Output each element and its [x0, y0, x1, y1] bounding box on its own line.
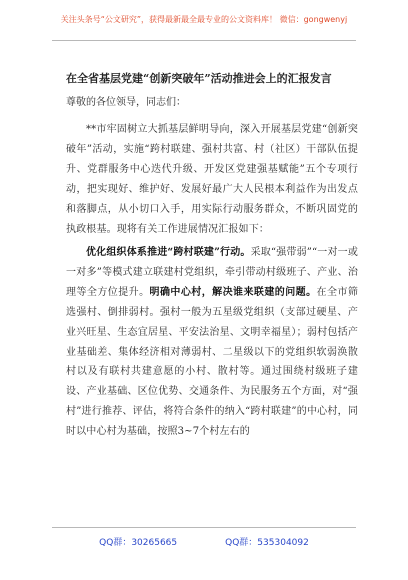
section-text: 采取“强带弱”“一对一或一对多”等模式建立联建村党组织，牵引带动村级班子、产业、治理等全方位提升。 — [66, 247, 358, 298]
header-divider — [52, 40, 356, 41]
subsection-heading: 明确中心村，解决谁来联建的问题。 — [149, 286, 317, 298]
qq-group-1: QQ群：30265665 — [99, 538, 178, 548]
header-banner: 关注头条号“公文研究”，获得最新最全最专业的公文资料库！ 微信：gongwenyj — [60, 15, 348, 24]
document-body — [66, 120, 358, 446]
paragraph-section-1 — [66, 243, 358, 442]
footer-divider — [52, 527, 356, 528]
salutation: 尊敬的各位领导，同志们： — [66, 97, 186, 108]
subsection-text: 在全市筛选强村、倒排弱村。强村一般为五星级党组织（支部过硬星、产业兴旺星、生态宜居星、平安法治星、文明幸福星）；弱村包括产业基础差、集体经济相对薄弱村、二星级以下的党组织软弱涣散村以及有联村共建意愿的小村、散村等。通过围绕村级班子建设、产业基础、区位优势、交通条件、为民服务五个方面，对“强村”进行推荐、评估，将符合条件的纳入“跨村联建”的中心村，同时以中心村为基础，按照3~7个村左右的 — [66, 286, 358, 438]
section-heading: 优化组织体系推进“跨村联建”行动。 — [86, 247, 251, 259]
footer-banner — [0, 535, 408, 548]
qq-group-2: QQ群：535304092 — [225, 538, 309, 548]
paragraph-intro: **市牢固树立大抓基层鲜明导向，深入开展基层党建“创新突破年”活动，实施“跨村联建、强村共富、村（社区）干部队伍提升、党群服务中心迭代升级、开发区党建强基赋能”五个专项行动，把实现好、维护好、发展好最广大人民根本利益作为出发点和落脚点，从小切口入手，用实际行动服务群众，不断巩固党的执政根基。现将有关工作进展情况汇报如下： — [66, 124, 358, 235]
document-title: 在全省基层党建“创新突破年”活动推进会上的汇报发言 — [66, 72, 332, 85]
